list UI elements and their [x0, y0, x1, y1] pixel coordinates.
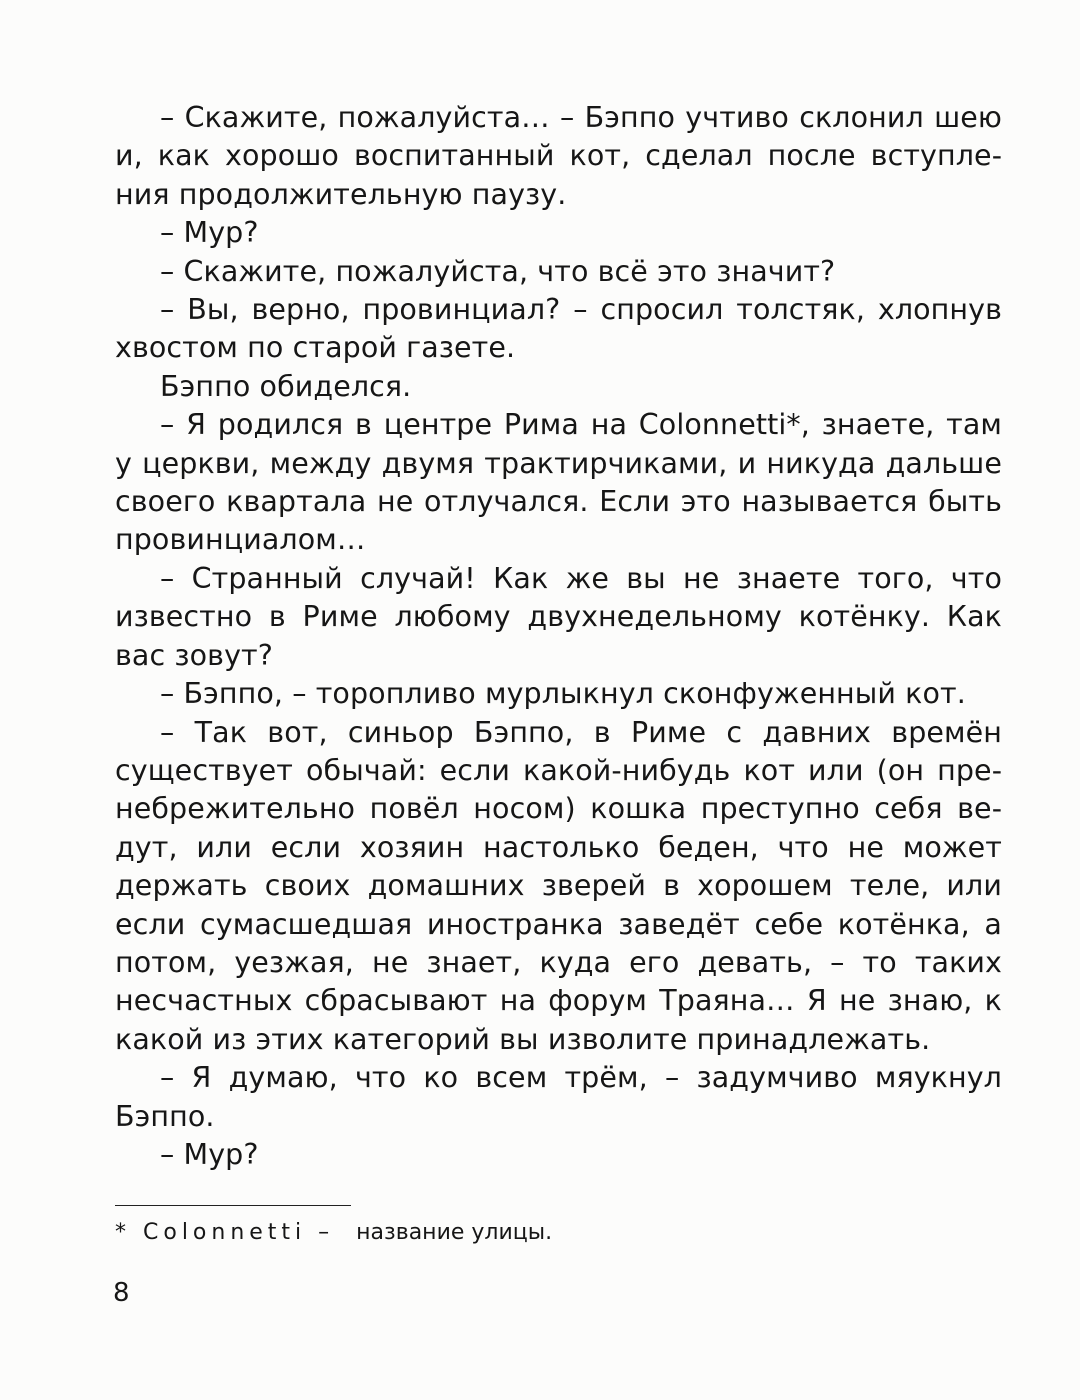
paragraph-6: – Я родился в центре Рима на Colonnetti*, знаете, там у церкви, между двумя трактирчиками, и никуда дальше своего квартала не отлучался. Если это называется быть провинциалом…: [115, 408, 1002, 557]
footnote-term: * Colonnetti –: [115, 1220, 335, 1245]
paragraph-5: Бэппо обиделся.: [160, 369, 412, 403]
footnote-definition: название улицы.: [356, 1220, 553, 1245]
paragraph-10: – Я думаю, что ко всем трём, – задумчиво мяукнул Бэппо.: [115, 1061, 1002, 1133]
page-number: 8: [113, 1278, 130, 1308]
footnote-divider: [115, 1205, 351, 1206]
paragraph-8: – Бэппо, – торопливо мурлыкнул сконфуженный кот.: [160, 677, 966, 711]
paragraph-4: – Вы, верно, провинциал? – спросил толстяк, хлопнув хвостом по старой газете.: [115, 293, 1002, 365]
body-text: [115, 99, 1002, 1174]
paragraph-1: – Скажите, пожалуйста… – Бэппо учтиво склонил шею и, как хорошо воспитанный кот, сделал после вступления продолжительную паузу.: [115, 101, 1002, 211]
paragraph-11: – Мур?: [160, 1137, 259, 1171]
paragraph-3: – Скажите, пожалуйста, что всё это значит?: [160, 254, 836, 288]
paragraph-7: – Странный случай! Как же вы не знаете того, что известно в Риме любому двухнедельному котёнку. Как вас зовут?: [115, 561, 1002, 672]
paragraph-9: – Так вот, синьор Бэппо, в Риме с давних времён существует обычай: если какой-нибудь кот или (он пренебрежительно повёл носом) кошка преступно себя ведут, или если хозяин настолько беден, что не может держать своих домашних зверей в хорошем теле, или если сумасшедшая иностранка заведёт себе котёнка, а потом, уезжая, не знает, куда его девать, – то таких несчастных сбрасывают на форум Траяна… Я не знаю, к какой из этих категорий вы изволите принадлежать.: [115, 715, 1002, 1056]
footnote: [115, 1218, 552, 1248]
paragraph-2: – Мур?: [160, 216, 259, 250]
